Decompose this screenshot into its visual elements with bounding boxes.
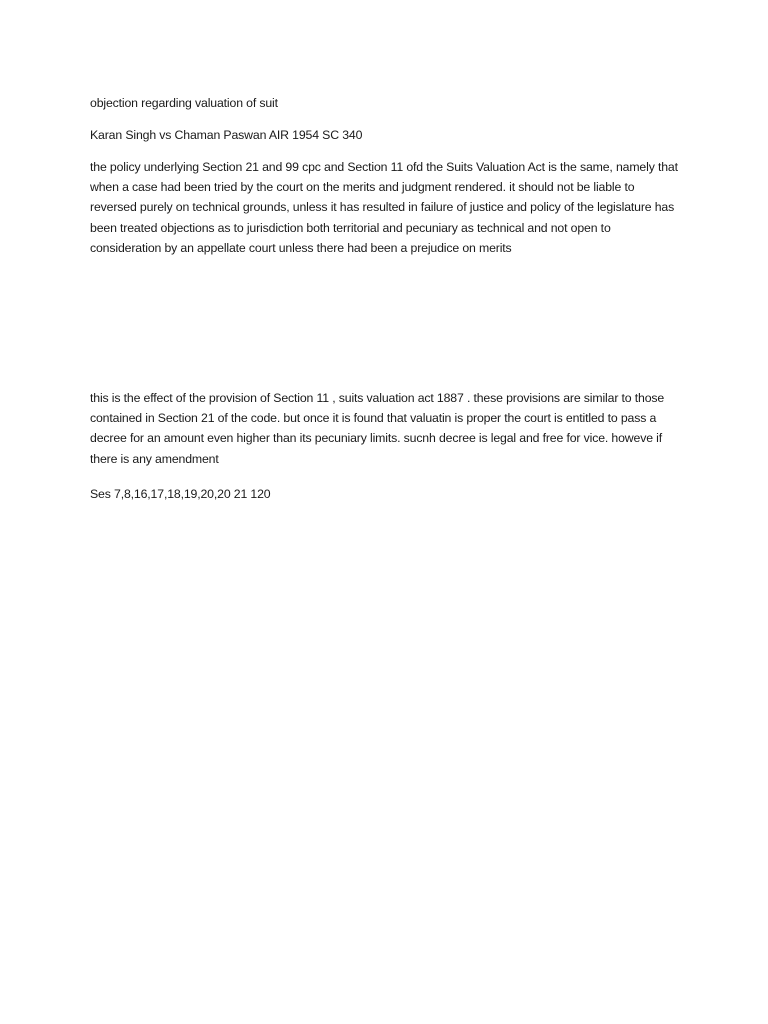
policy-paragraph: the policy underlying Section 21 and 99 cpc and Section 11 ofd the Suits Valuation Act is the same, namely that when a case had been tried by the court on the merits and judgment rendered. it should not be liable to reversed purely on technical grounds, unless it has resulted in failure of justice and policy of the legislature has been treated objections as to jurisdiction both territorial and pecuniary as technical and not open to consideration by an appellate court unless there had been a prejudice on merits [90, 160, 678, 255]
case-citation: Karan Singh vs Chaman Paswan AIR 1954 SC 340 [90, 128, 363, 142]
effect-paragraph: this is the effect of the provision of Section 11 , suits valuation act 1887 . these provisions are similar to those contained in Section 21 of the code. but once it is found that valuatin is proper the court is entitled to pass a decree for an amount even higher than its pecuniary limits. sucnh decree is legal and free for vice. howeve if there is any amendment [90, 391, 665, 466]
sections-list: Ses 7,8,16,17,18,19,20,20 21 120 [90, 487, 271, 501]
heading-objection: objection regarding valuation of suit [90, 96, 278, 110]
